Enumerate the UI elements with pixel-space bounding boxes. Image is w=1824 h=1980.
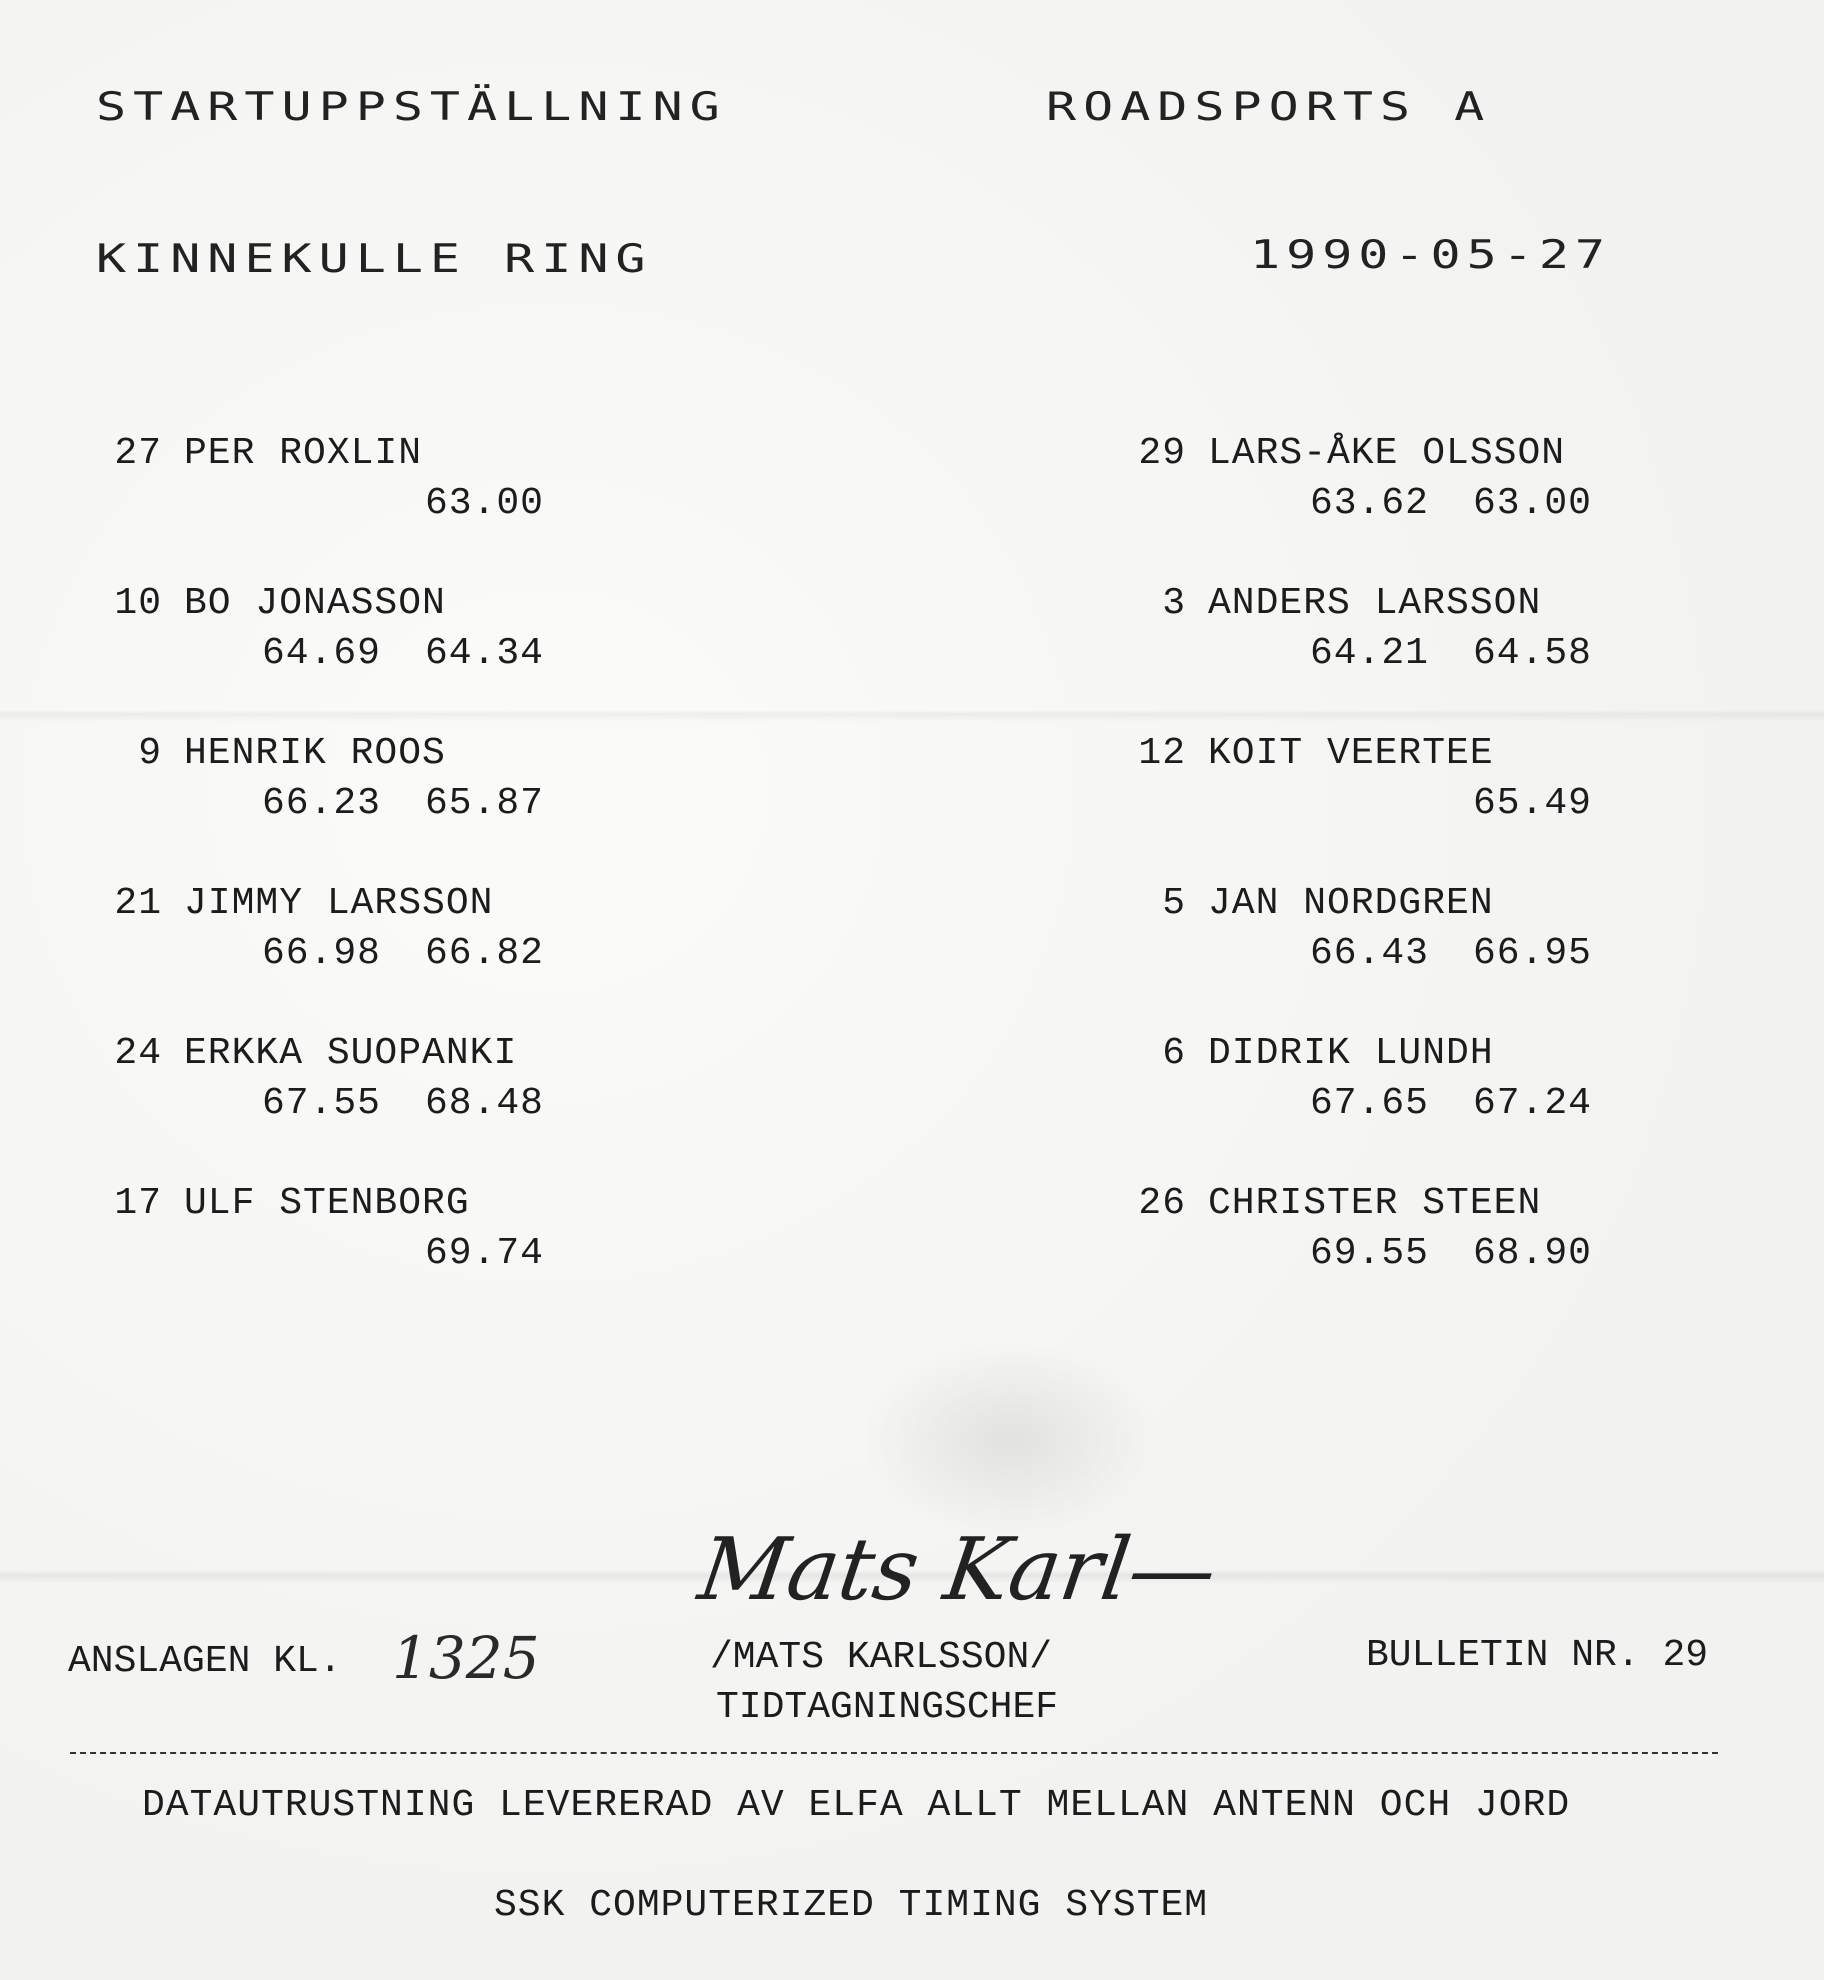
driver-line <box>1116 732 1494 775</box>
driver-name: DIDRIK LUNDH <box>1208 1032 1494 1075</box>
driver-line <box>92 582 446 625</box>
car-number: 5 <box>1162 882 1186 925</box>
handwritten-signature: Mats Karl— <box>692 1520 1223 1620</box>
driver-name: JIMMY LARSSON <box>184 882 494 925</box>
driver-name: HENRIK ROOS <box>184 732 446 775</box>
lap-times <box>92 932 544 975</box>
start-entry <box>92 882 792 1032</box>
car-number: 9 <box>138 732 162 775</box>
race-date: 1990-05-27 <box>1250 232 1612 278</box>
race-class: ROADSPORTS A <box>1046 84 1492 130</box>
car-number: 6 <box>1162 1032 1186 1075</box>
bulletin-number: BULLETIN NR. 29 <box>1366 1634 1709 1677</box>
right-start-column <box>1116 432 1816 1332</box>
car-number: 10 <box>114 582 162 625</box>
start-entry <box>92 432 792 582</box>
lap-time: 67.55 <box>261 1082 381 1125</box>
lap-times <box>92 1232 544 1275</box>
start-entry <box>1116 882 1816 1032</box>
lap-time: 68.90 <box>1472 1232 1592 1275</box>
lap-time: 67.24 <box>1472 1082 1592 1125</box>
car-number: 26 <box>1138 1182 1186 1225</box>
lap-times <box>92 632 544 675</box>
lap-times <box>92 1082 544 1125</box>
lap-times <box>1116 1232 1592 1275</box>
start-entry <box>1116 1182 1816 1332</box>
posted-time-handwritten: 1325 <box>392 1624 540 1692</box>
lap-time: 64.34 <box>424 632 544 675</box>
start-entry <box>92 732 792 882</box>
car-number: 24 <box>114 1032 162 1075</box>
lap-times <box>1116 632 1592 675</box>
driver-line <box>92 432 422 475</box>
faint-stamp-shadow <box>860 1340 1160 1540</box>
sponsor-line: DATAUTRUSTNING LEVERERAD AV ELFA ALLT MELLAN ANTENN OCH JORD <box>142 1784 1571 1827</box>
start-entry <box>92 582 792 732</box>
start-entry <box>1116 432 1816 582</box>
timing-system-line: SSK COMPUTERIZED TIMING SYSTEM <box>494 1884 1209 1927</box>
driver-name: ERKKA SUOPANKI <box>184 1032 518 1075</box>
start-entry <box>1116 1032 1816 1182</box>
document-title: STARTUPPSTÄLLNING <box>96 84 727 130</box>
lap-time: 66.95 <box>1472 932 1592 975</box>
lap-time: 63.62 <box>1309 482 1429 525</box>
driver-name: BO JONASSON <box>184 582 446 625</box>
lap-time: 67.65 <box>1309 1082 1429 1125</box>
driver-line <box>1116 582 1541 625</box>
lap-times <box>1116 932 1592 975</box>
lap-time: 63.00 <box>1472 482 1592 525</box>
venue: KINNEKULLE RING <box>96 236 653 282</box>
driver-line <box>92 1182 470 1225</box>
lap-time: 65.49 <box>1472 782 1592 825</box>
left-start-column <box>92 432 792 1332</box>
lap-time: 69.74 <box>424 1232 544 1275</box>
driver-line <box>92 732 446 775</box>
driver-line <box>92 882 493 925</box>
lap-time: 66.23 <box>261 782 381 825</box>
lap-time: 66.98 <box>261 932 381 975</box>
lap-times <box>1116 782 1592 825</box>
car-number: 12 <box>1138 732 1186 775</box>
driver-name: CHRISTER STEEN <box>1208 1182 1542 1225</box>
car-number: 27 <box>114 432 162 475</box>
official-name: /MATS KARLSSON/ <box>710 1636 1053 1679</box>
start-entry <box>1116 732 1816 882</box>
driver-name: ANDERS LARSSON <box>1208 582 1542 625</box>
lap-time: 64.21 <box>1309 632 1429 675</box>
driver-line <box>1116 1182 1541 1225</box>
lap-times <box>1116 482 1592 525</box>
lap-time: 64.69 <box>261 632 381 675</box>
dashed-divider <box>70 1752 1718 1754</box>
lap-time: 68.48 <box>424 1082 544 1125</box>
lap-time: 63.00 <box>424 482 544 525</box>
posted-label: ANSLAGEN KL. <box>68 1640 342 1683</box>
lap-time: 69.55 <box>1309 1232 1429 1275</box>
official-role: TIDTAGNINGSCHEF <box>716 1686 1059 1729</box>
lap-times <box>1116 1082 1592 1125</box>
car-number: 17 <box>114 1182 162 1225</box>
lap-time: 65.87 <box>424 782 544 825</box>
driver-name: ULF STENBORG <box>184 1182 470 1225</box>
lap-time: 66.43 <box>1309 932 1429 975</box>
lap-times <box>92 482 544 525</box>
driver-name: JAN NORDGREN <box>1208 882 1494 925</box>
car-number: 3 <box>1162 582 1186 625</box>
driver-line <box>1116 432 1565 475</box>
driver-line <box>1116 882 1494 925</box>
lap-time: 64.58 <box>1472 632 1592 675</box>
driver-name: KOIT VEERTEE <box>1208 732 1494 775</box>
start-entry <box>92 1182 792 1332</box>
driver-name: PER ROXLIN <box>184 432 423 475</box>
driver-line <box>92 1032 517 1075</box>
start-entry <box>1116 582 1816 732</box>
driver-name: LARS-ÅKE OLSSON <box>1208 432 1566 475</box>
start-entry <box>92 1032 792 1182</box>
driver-line <box>1116 1032 1494 1075</box>
car-number: 21 <box>114 882 162 925</box>
lap-times <box>92 782 544 825</box>
lap-time: 66.82 <box>424 932 544 975</box>
car-number: 29 <box>1138 432 1186 475</box>
